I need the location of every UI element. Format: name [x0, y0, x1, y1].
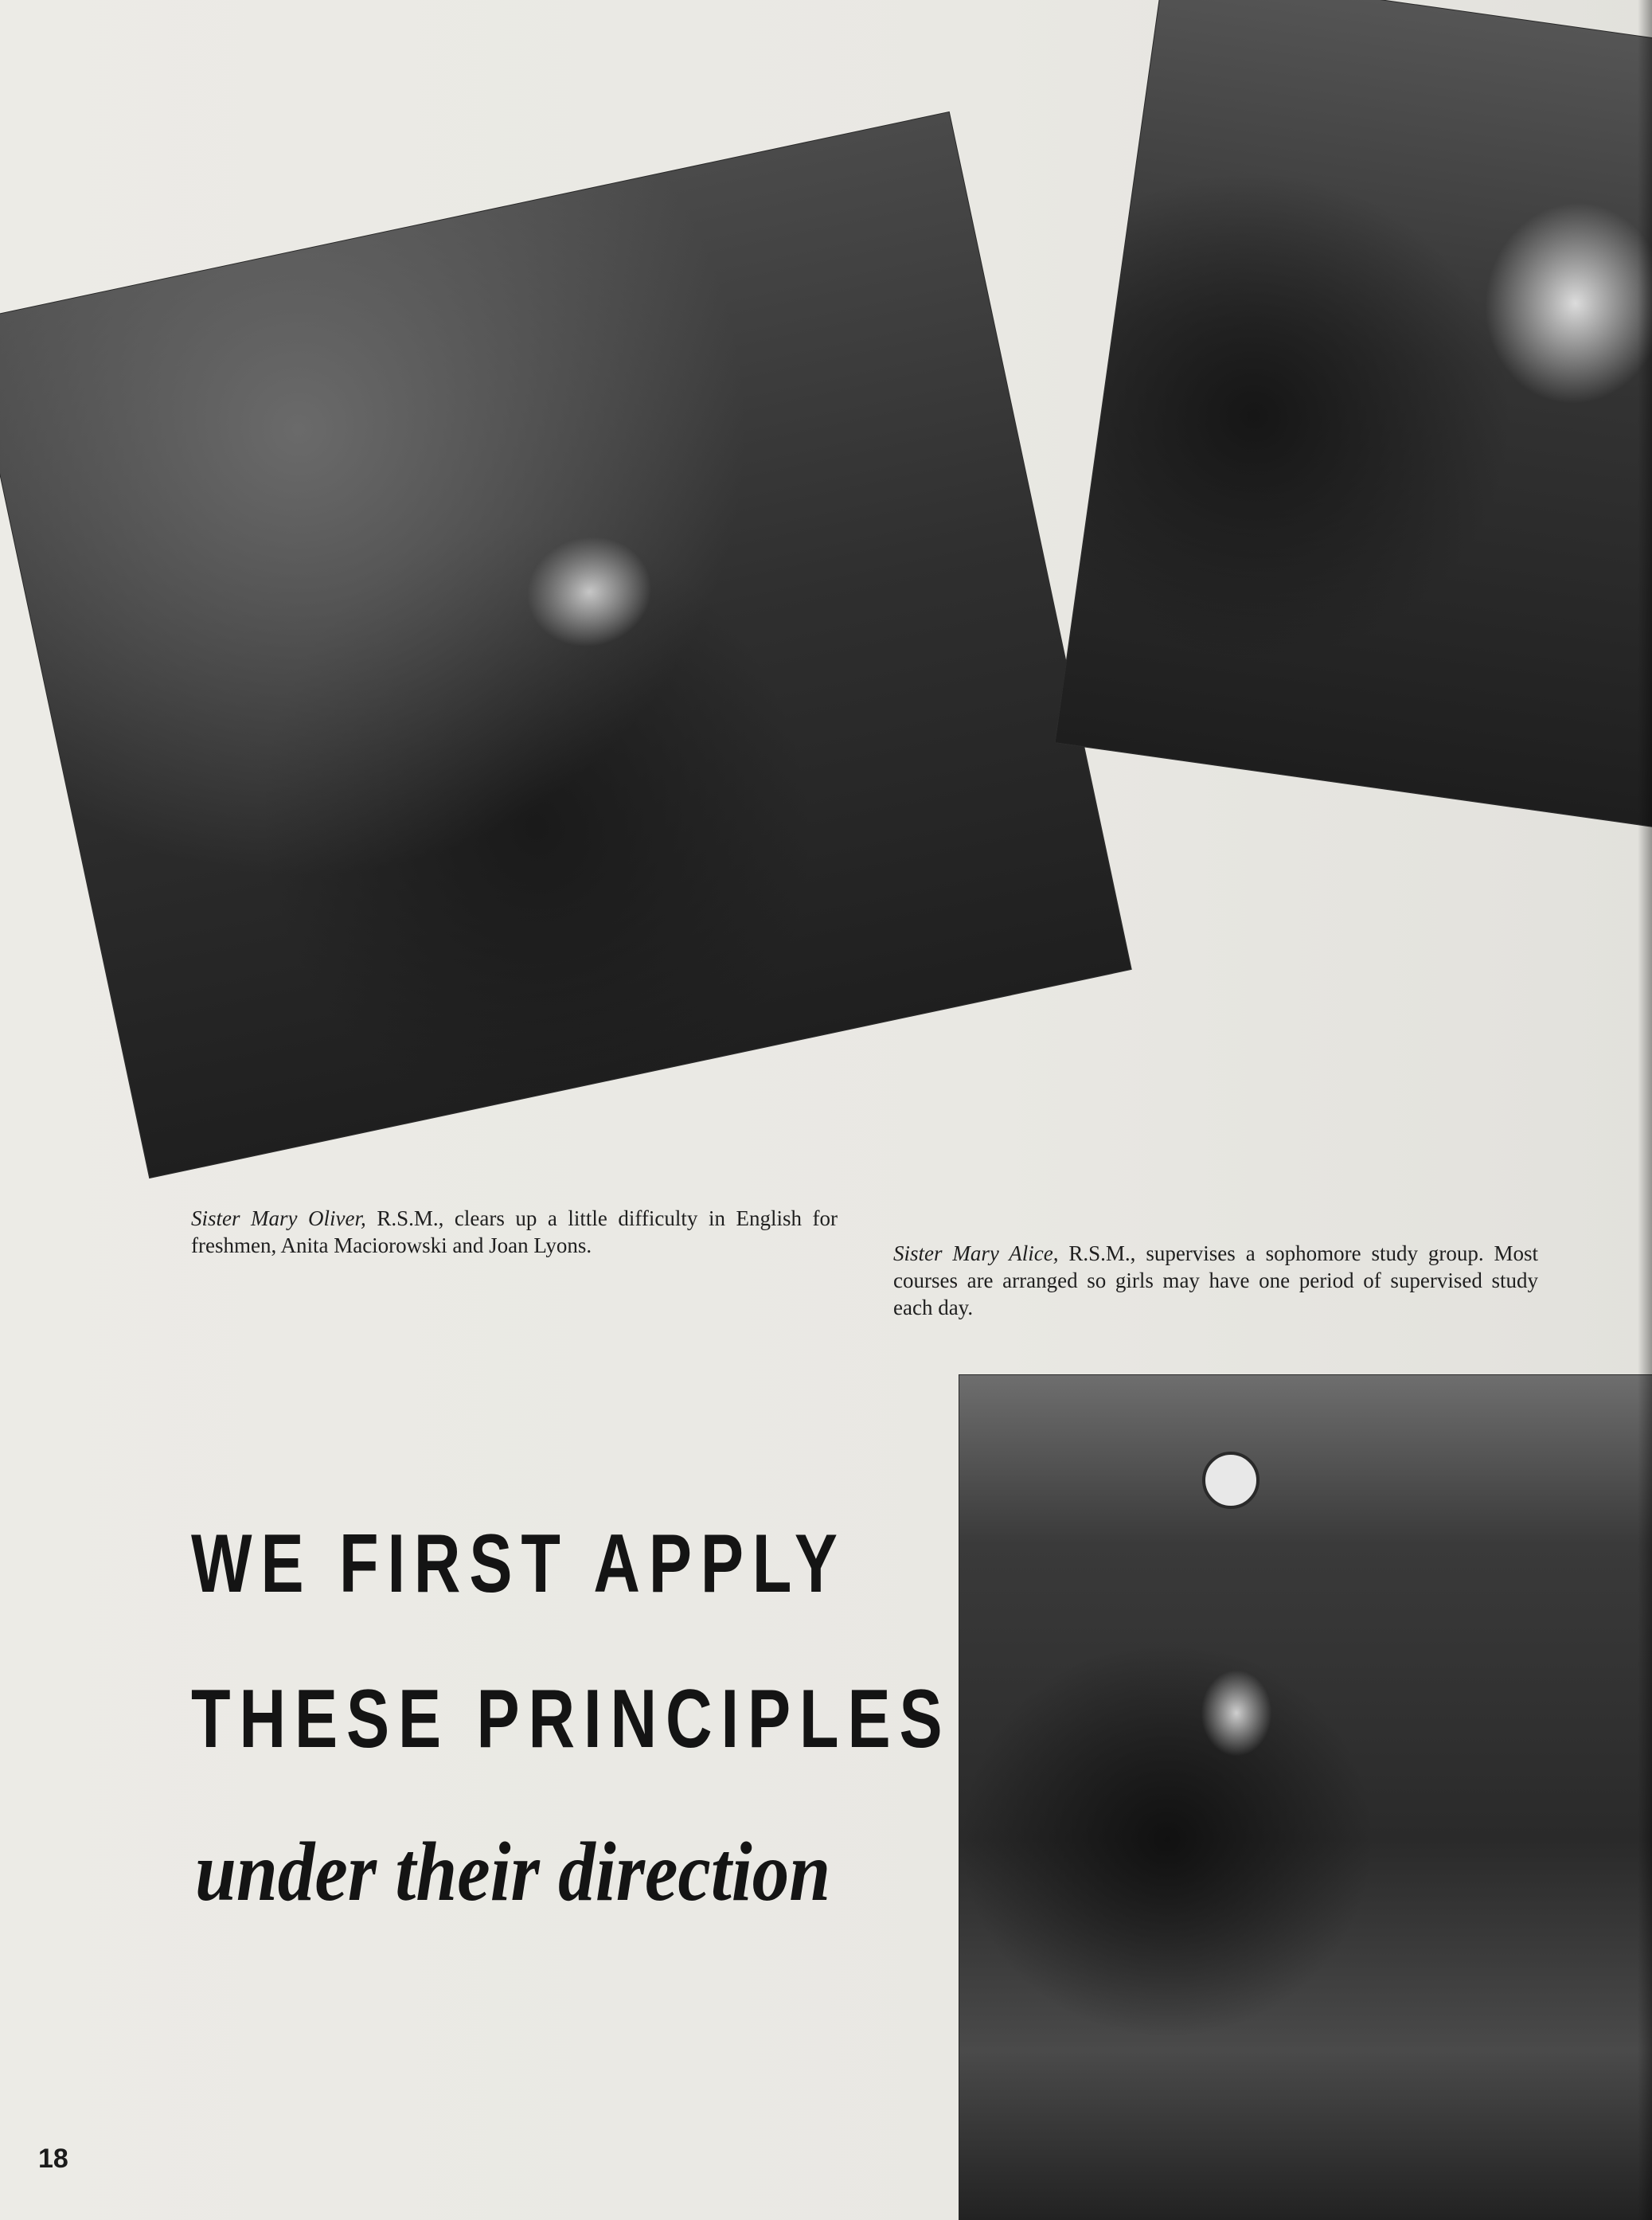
caption-sister-oliver: [191, 1205, 838, 1259]
photo-content: [1056, 0, 1652, 827]
photo-sister-oliver-with-students: [0, 112, 1131, 1178]
caption-name: Sister Mary Alice,: [893, 1241, 1059, 1265]
photo-content: [959, 1375, 1652, 2220]
caption-sister-alice: [893, 1240, 1538, 1321]
caption-name: Sister Mary Oliver,: [191, 1206, 366, 1230]
gutter-shadow: [1638, 0, 1652, 2220]
headline-line-1: WE FIRST APPLY: [191, 1518, 846, 1610]
photo-classroom: [959, 1375, 1652, 2220]
headline-line-2: THESE PRINCIPLES: [191, 1673, 951, 1765]
photo-content: [0, 112, 1131, 1178]
page-number: 18: [38, 2144, 68, 2174]
caption-text: R.S.M., supervises a sophomore study group. Most courses are arranged so girls may have one period of supervised study each day.: [893, 1241, 1538, 1319]
clock-icon: [1202, 1452, 1260, 1509]
headline-line-3: under their direction: [195, 1825, 831, 1918]
photo-sister-alice-study-group: [1056, 0, 1652, 827]
caption-text: R.S.M., clears up a little difficulty in English for freshmen, Anita Maciorowski and Joan Lyons.: [191, 1206, 838, 1257]
